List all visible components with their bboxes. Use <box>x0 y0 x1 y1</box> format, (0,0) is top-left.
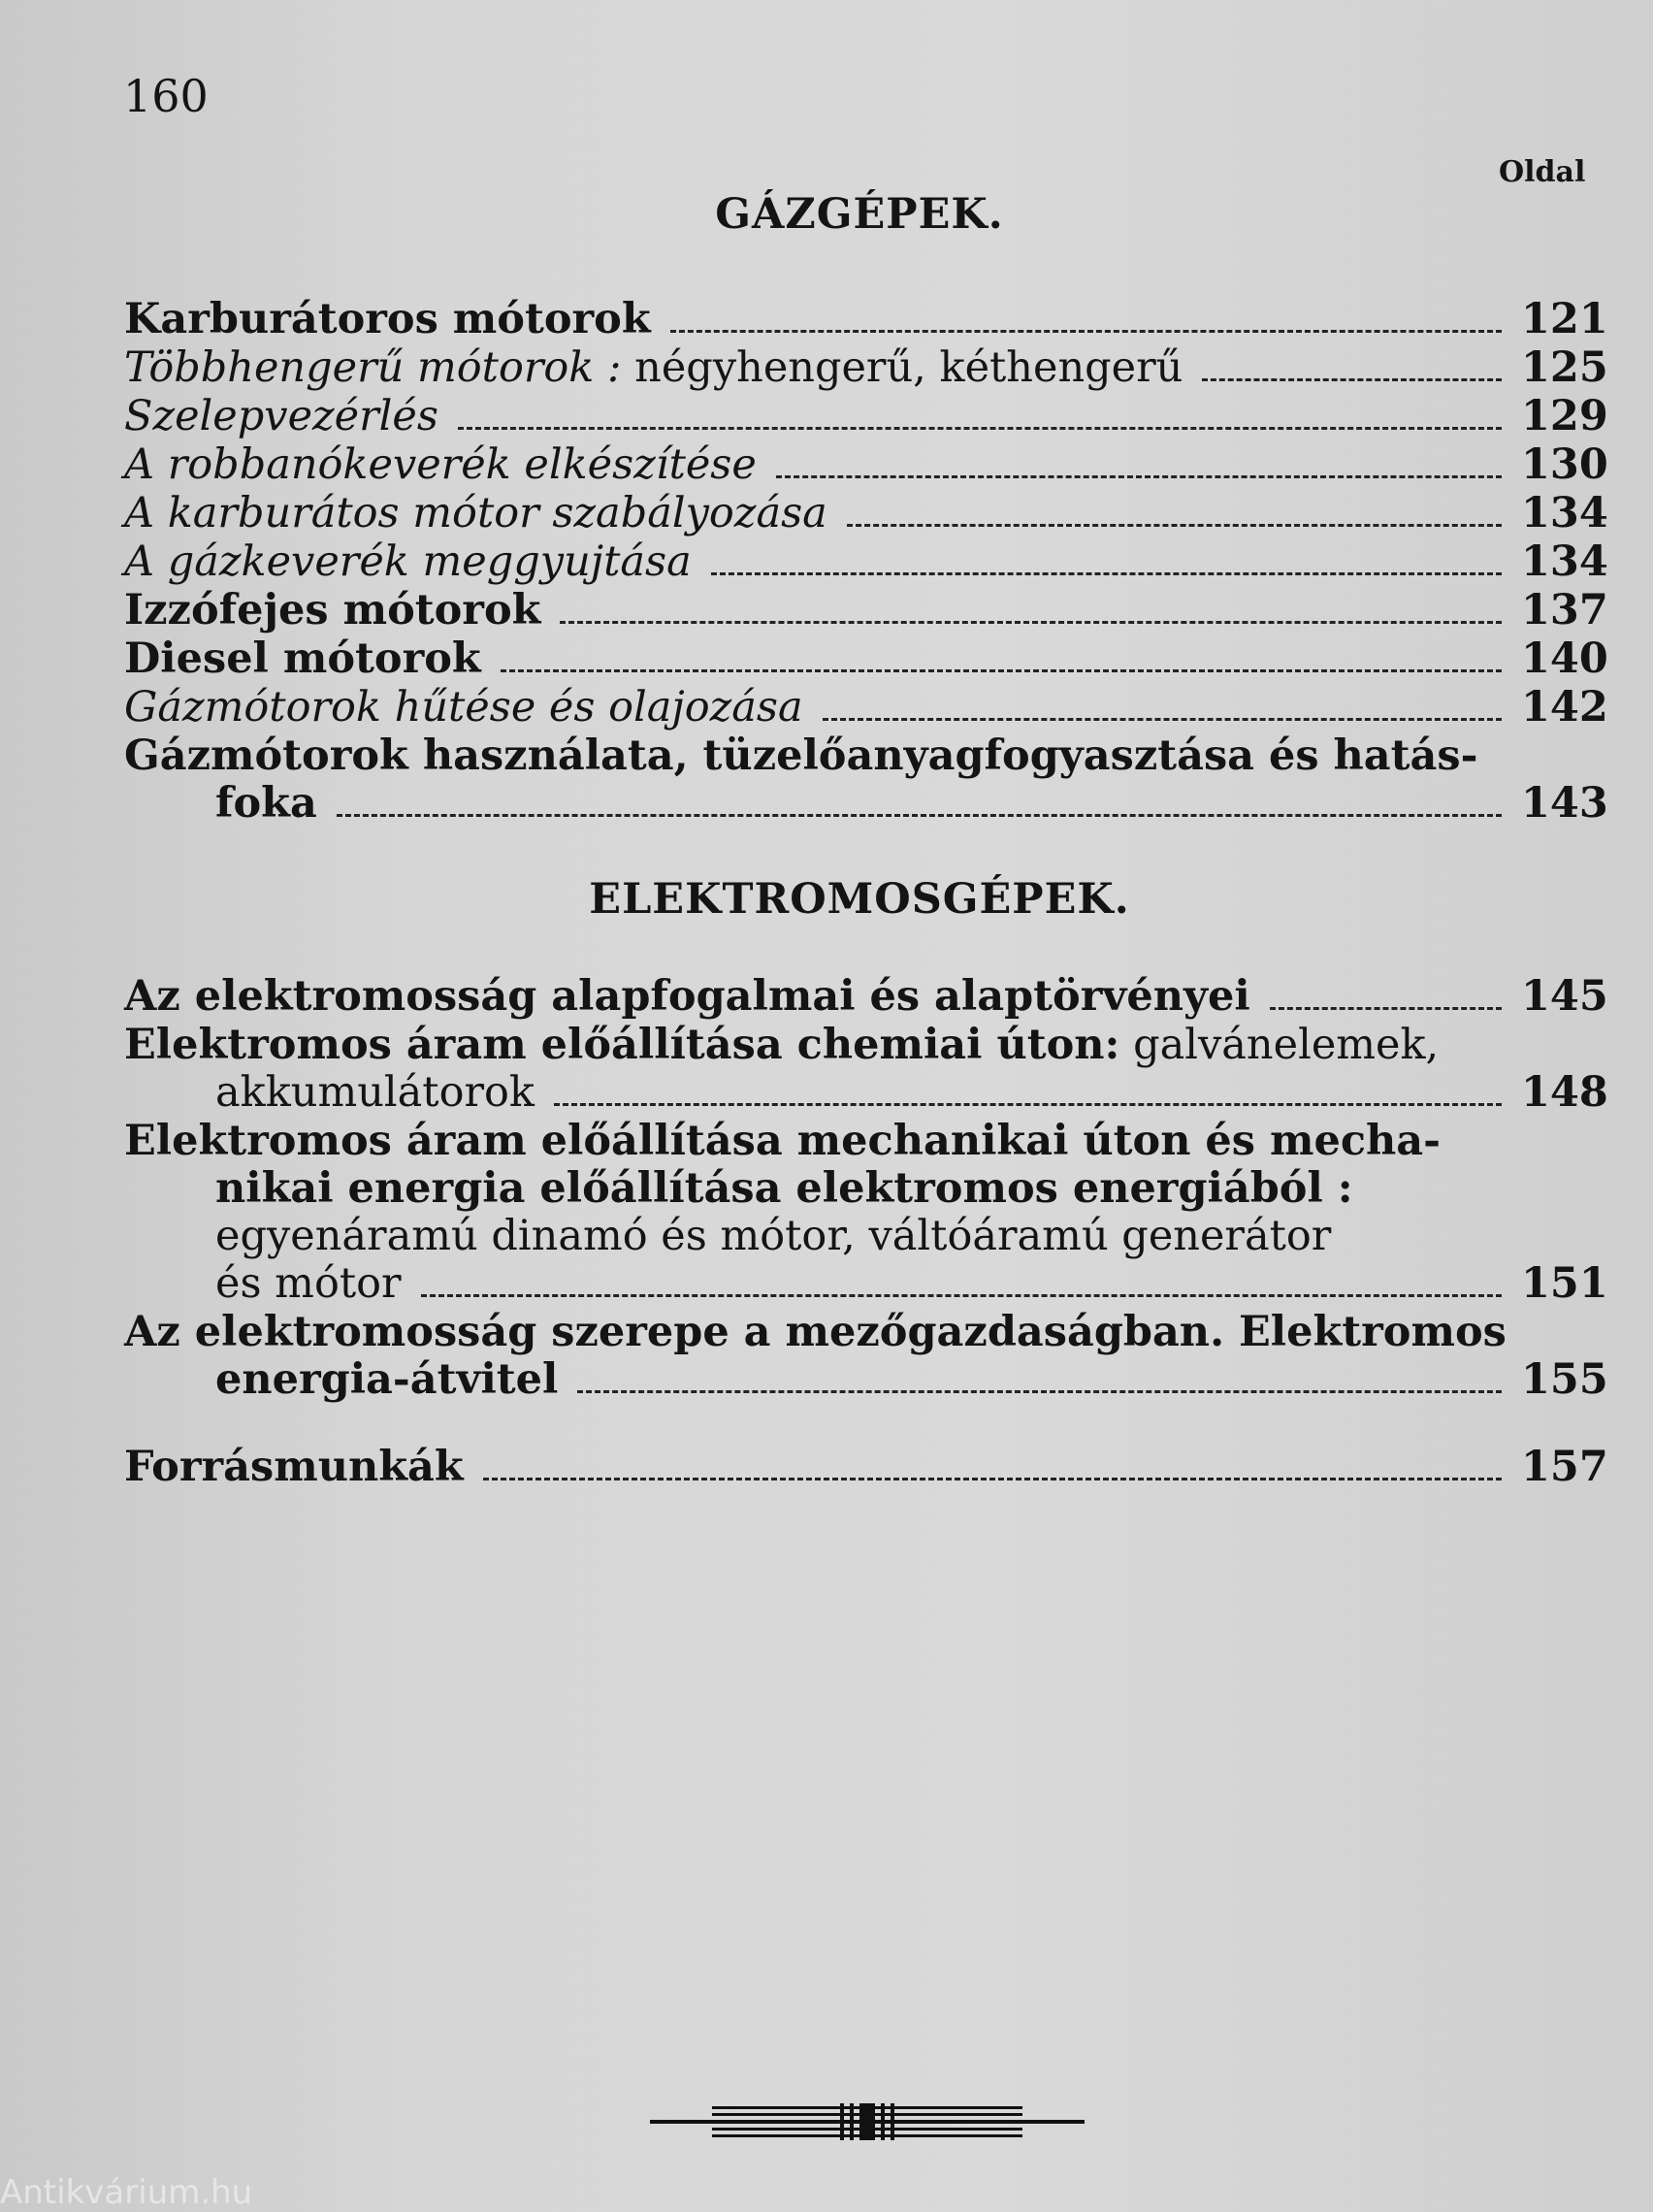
toc-entry-line: Elektromos áram előállítása mechanikai úton és mecha- <box>124 1117 1441 1165</box>
toc-entry <box>124 392 1608 441</box>
divider-bar <box>840 2103 844 2140</box>
leader-dashes <box>483 1478 1502 1480</box>
toc-entry-line: egyenáramú dinamó és mótor, váltóáramú generátor <box>215 1212 1332 1260</box>
toc-entry-page: 130 <box>1521 440 1608 489</box>
toc-entry-title-italic: Többhengerű mótorok : <box>124 343 622 392</box>
toc-entry-title: A robbanókeverék elkészítése <box>124 440 757 489</box>
toc-entry-page: 143 <box>1521 779 1608 828</box>
page-number: 160 <box>123 70 209 122</box>
toc-entry-line: Az elektromosság szerepe a mezőgazdaságban. Elektromos <box>124 1308 1507 1356</box>
leader-dashes <box>501 669 1502 672</box>
toc-entry-title: Izzófejes mótorok <box>124 586 541 634</box>
leader-dashes <box>1202 378 1502 381</box>
toc-entry-title: A karburátos mótor szabályozása <box>124 489 827 537</box>
toc-entry-page: 140 <box>1521 634 1608 683</box>
leader-dashes <box>560 621 1502 624</box>
toc-entry <box>124 634 1608 684</box>
toc-entry-page: 137 <box>1521 586 1608 634</box>
toc-entry-title: Forrásmunkák <box>124 1443 464 1491</box>
divider-bar <box>881 2103 885 2140</box>
toc-entry-title: Szelepvezérlés <box>124 392 438 440</box>
toc-entry-page: 145 <box>1521 972 1608 1021</box>
toc-entry-line: energia-átvitel <box>215 1355 559 1404</box>
toc-gazgepek <box>124 295 1608 829</box>
section-title-elektromosgepek: ELEKTROMOSGÉPEK. <box>589 875 1130 924</box>
leader-dashes <box>847 524 1502 527</box>
watermark-text: Antikvárium.hu <box>0 2173 253 2212</box>
toc-entry-page: 121 <box>1521 295 1608 343</box>
toc-entry-page: 134 <box>1521 537 1608 586</box>
toc-entry-line: Gázmótorok használata, tüzelőanyagfogyasztása és hatás- <box>124 732 1478 780</box>
toc-entry <box>124 1117 1608 1309</box>
toc-entry-page: 125 <box>1521 343 1608 392</box>
toc-entry <box>124 1308 1608 1405</box>
divider-bar <box>850 2103 854 2140</box>
section-title-gazgepek: GÁZGÉPEK. <box>715 190 1004 239</box>
toc-entry-page: 157 <box>1521 1443 1608 1491</box>
leader-dashes <box>823 718 1502 721</box>
leader-dashes <box>421 1294 1502 1297</box>
toc-entry <box>124 489 1608 538</box>
decorative-divider <box>650 2103 1085 2140</box>
leader-dashes <box>554 1103 1502 1106</box>
toc-entry-title: A gázkeverék meggyujtása <box>124 537 692 586</box>
toc-entry-line-bold: Elektromos áram előállítása chemiai úton: <box>124 1021 1120 1069</box>
toc-entry-line <box>124 1022 1599 1069</box>
toc-entry <box>124 732 1608 829</box>
toc-entry <box>124 683 1608 732</box>
page-column-label: Oldal <box>1499 155 1586 189</box>
toc-entry-title: Karburátoros mótorok <box>124 295 651 343</box>
toc-entry-page: 155 <box>1521 1355 1608 1404</box>
toc-entry-page: 142 <box>1521 683 1608 732</box>
toc-entry-title: Gázmótorok hűtése és olajozása <box>124 683 803 732</box>
toc-entry-page: 134 <box>1521 489 1608 537</box>
leader-dashes <box>670 330 1502 333</box>
toc-entry <box>124 295 1608 344</box>
divider-block <box>859 2103 875 2140</box>
toc-entry-subtitle: négyhengerű, kéthengerű <box>621 343 1183 392</box>
toc-entry-page: 129 <box>1521 392 1608 440</box>
leader-dashes <box>577 1390 1502 1393</box>
toc-entry <box>124 1021 1608 1118</box>
toc-entry-line: akkumulátorok <box>215 1068 535 1117</box>
toc-entry-title: Az elektromosság alapfogalmai és alaptörvényei <box>124 972 1250 1021</box>
toc-entry-line: és mótor <box>215 1259 402 1308</box>
toc-entry <box>124 972 1608 1022</box>
leader-dashes <box>1270 1007 1502 1010</box>
toc-entry-line-regular: galvánelemek, <box>1119 1021 1440 1069</box>
toc-entry-title <box>124 344 1183 392</box>
toc-entry-line: nikai energia előállítása elektromos energiából : <box>215 1164 1353 1213</box>
leader-dashes <box>711 572 1502 575</box>
toc-entry <box>124 440 1608 490</box>
toc-entry-page: 151 <box>1521 1259 1608 1308</box>
toc-entry <box>124 343 1608 393</box>
toc-entry-line: foka <box>215 779 317 828</box>
toc-entry <box>124 586 1608 635</box>
toc-elektromosgepek <box>124 972 1608 1492</box>
toc-entry <box>124 537 1608 587</box>
leader-dashes <box>458 427 1502 430</box>
leader-dashes <box>776 475 1502 478</box>
toc-entry <box>124 1443 1608 1492</box>
leader-dashes <box>337 814 1502 817</box>
toc-entry-title: Diesel mótorok <box>124 634 481 683</box>
toc-entry-page: 148 <box>1521 1068 1608 1117</box>
divider-bar <box>891 2103 894 2140</box>
